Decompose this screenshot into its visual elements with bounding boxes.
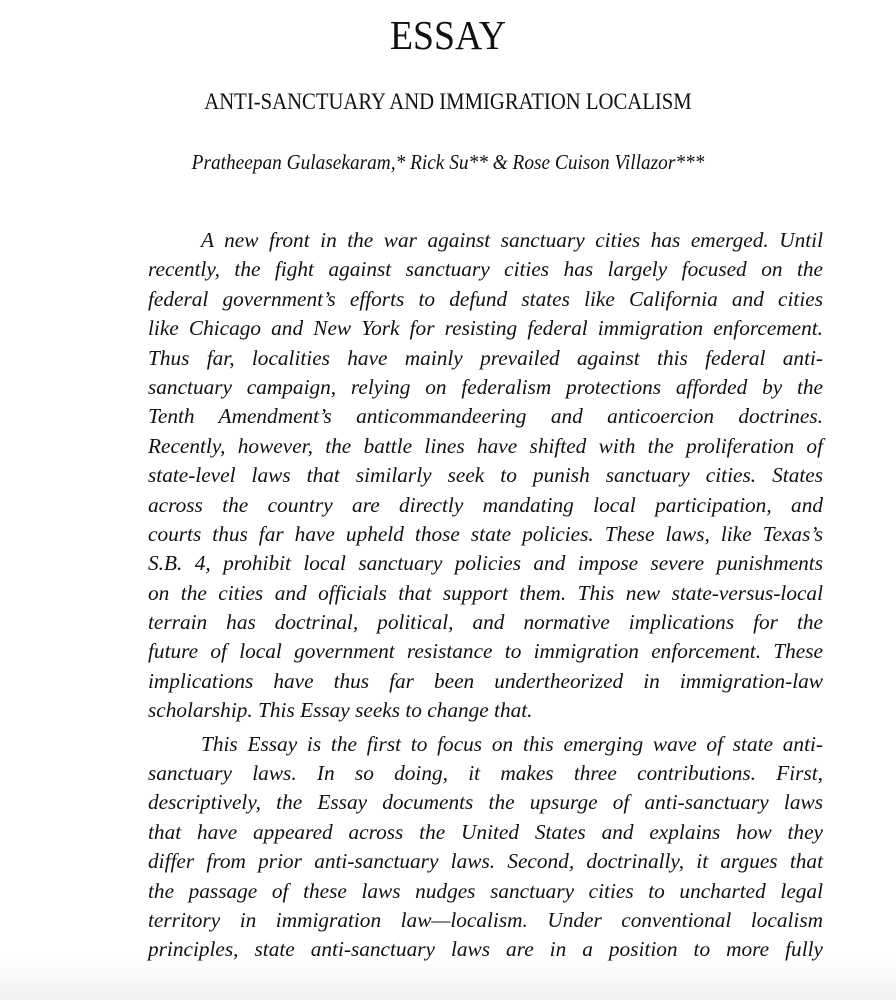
abstract-paragraph-2 bbox=[95, 730, 823, 965]
text-line: sanctuary campaign, relying on federalism protections afforded by the bbox=[148, 374, 823, 399]
text-line: terrain has doctrinal, political, and normative implications for the bbox=[148, 610, 823, 635]
text-line: descriptively, the Essay documents the upsurge of anti-sanctuary laws bbox=[148, 790, 823, 815]
text-line: This Essay is the first to focus on this emerging wave of state anti- bbox=[201, 731, 823, 756]
text-line: on the cities and officials that support them. This new state-versus-local bbox=[148, 580, 823, 605]
text-line: federal government’s efforts to defund states like California and cities bbox=[148, 286, 823, 311]
text-line: principles, state anti-sanctuary laws are in a position to more fully bbox=[148, 937, 823, 962]
text-line: like Chicago and New York for resisting federal immigration enforcement. bbox=[148, 316, 823, 341]
text-line: across the country are directly mandating local participation, and bbox=[148, 492, 823, 517]
text-line: S.B. 4, prohibit local sanctuary policies and impose severe punishments bbox=[148, 551, 823, 576]
abstract-paragraph-1 bbox=[95, 226, 823, 726]
text-line: A new front in the war against sanctuary cities has emerged. Until bbox=[201, 228, 823, 252]
text-line: implications have thus far been undertheorized in immigration-law bbox=[148, 668, 823, 693]
abstract bbox=[95, 226, 823, 965]
text-line: the passage of these laws nudges sanctuary cities to uncharted legal bbox=[148, 878, 823, 903]
article-title: ANTI-SANCTUARY AND IMMIGRATION LOCALISM bbox=[204, 89, 692, 114]
section-label: ESSAY bbox=[389, 12, 507, 58]
text-line: differ from prior anti-sanctuary laws. Second, doctrinally, it argues that bbox=[148, 849, 823, 874]
text-line: that have appeared across the United States and explains how they bbox=[148, 819, 823, 844]
text-line: sanctuary laws. In so doing, it makes three contributions. First, bbox=[148, 761, 823, 786]
text-line: courts thus far have upheld those state policies. These laws, like Texas’s bbox=[148, 521, 823, 546]
text-line: state-level laws that similarly seek to punish sanctuary cities. States bbox=[148, 463, 823, 488]
text-line: recently, the fight against sanctuary cities has largely focused on the bbox=[148, 257, 823, 282]
text-line: territory in immigration law—localism. Under conventional localism bbox=[148, 907, 823, 932]
text-line: future of local government resistance to immigration enforcement. These bbox=[148, 639, 823, 664]
text-line: Tenth Amendment’s anticommandeering and anticoercion doctrines. bbox=[148, 404, 823, 429]
text-line: Thus far, localities have mainly prevailed against this federal anti- bbox=[148, 345, 823, 370]
author-line: Pratheepan Gulasekaram,* Rick Su** & Rose Cuison Villazor*** bbox=[191, 150, 705, 174]
text-line: scholarship. This Essay seeks to change that. bbox=[148, 698, 533, 723]
text-line: Recently, however, the battle lines have shifted with the proliferation of bbox=[148, 433, 823, 458]
